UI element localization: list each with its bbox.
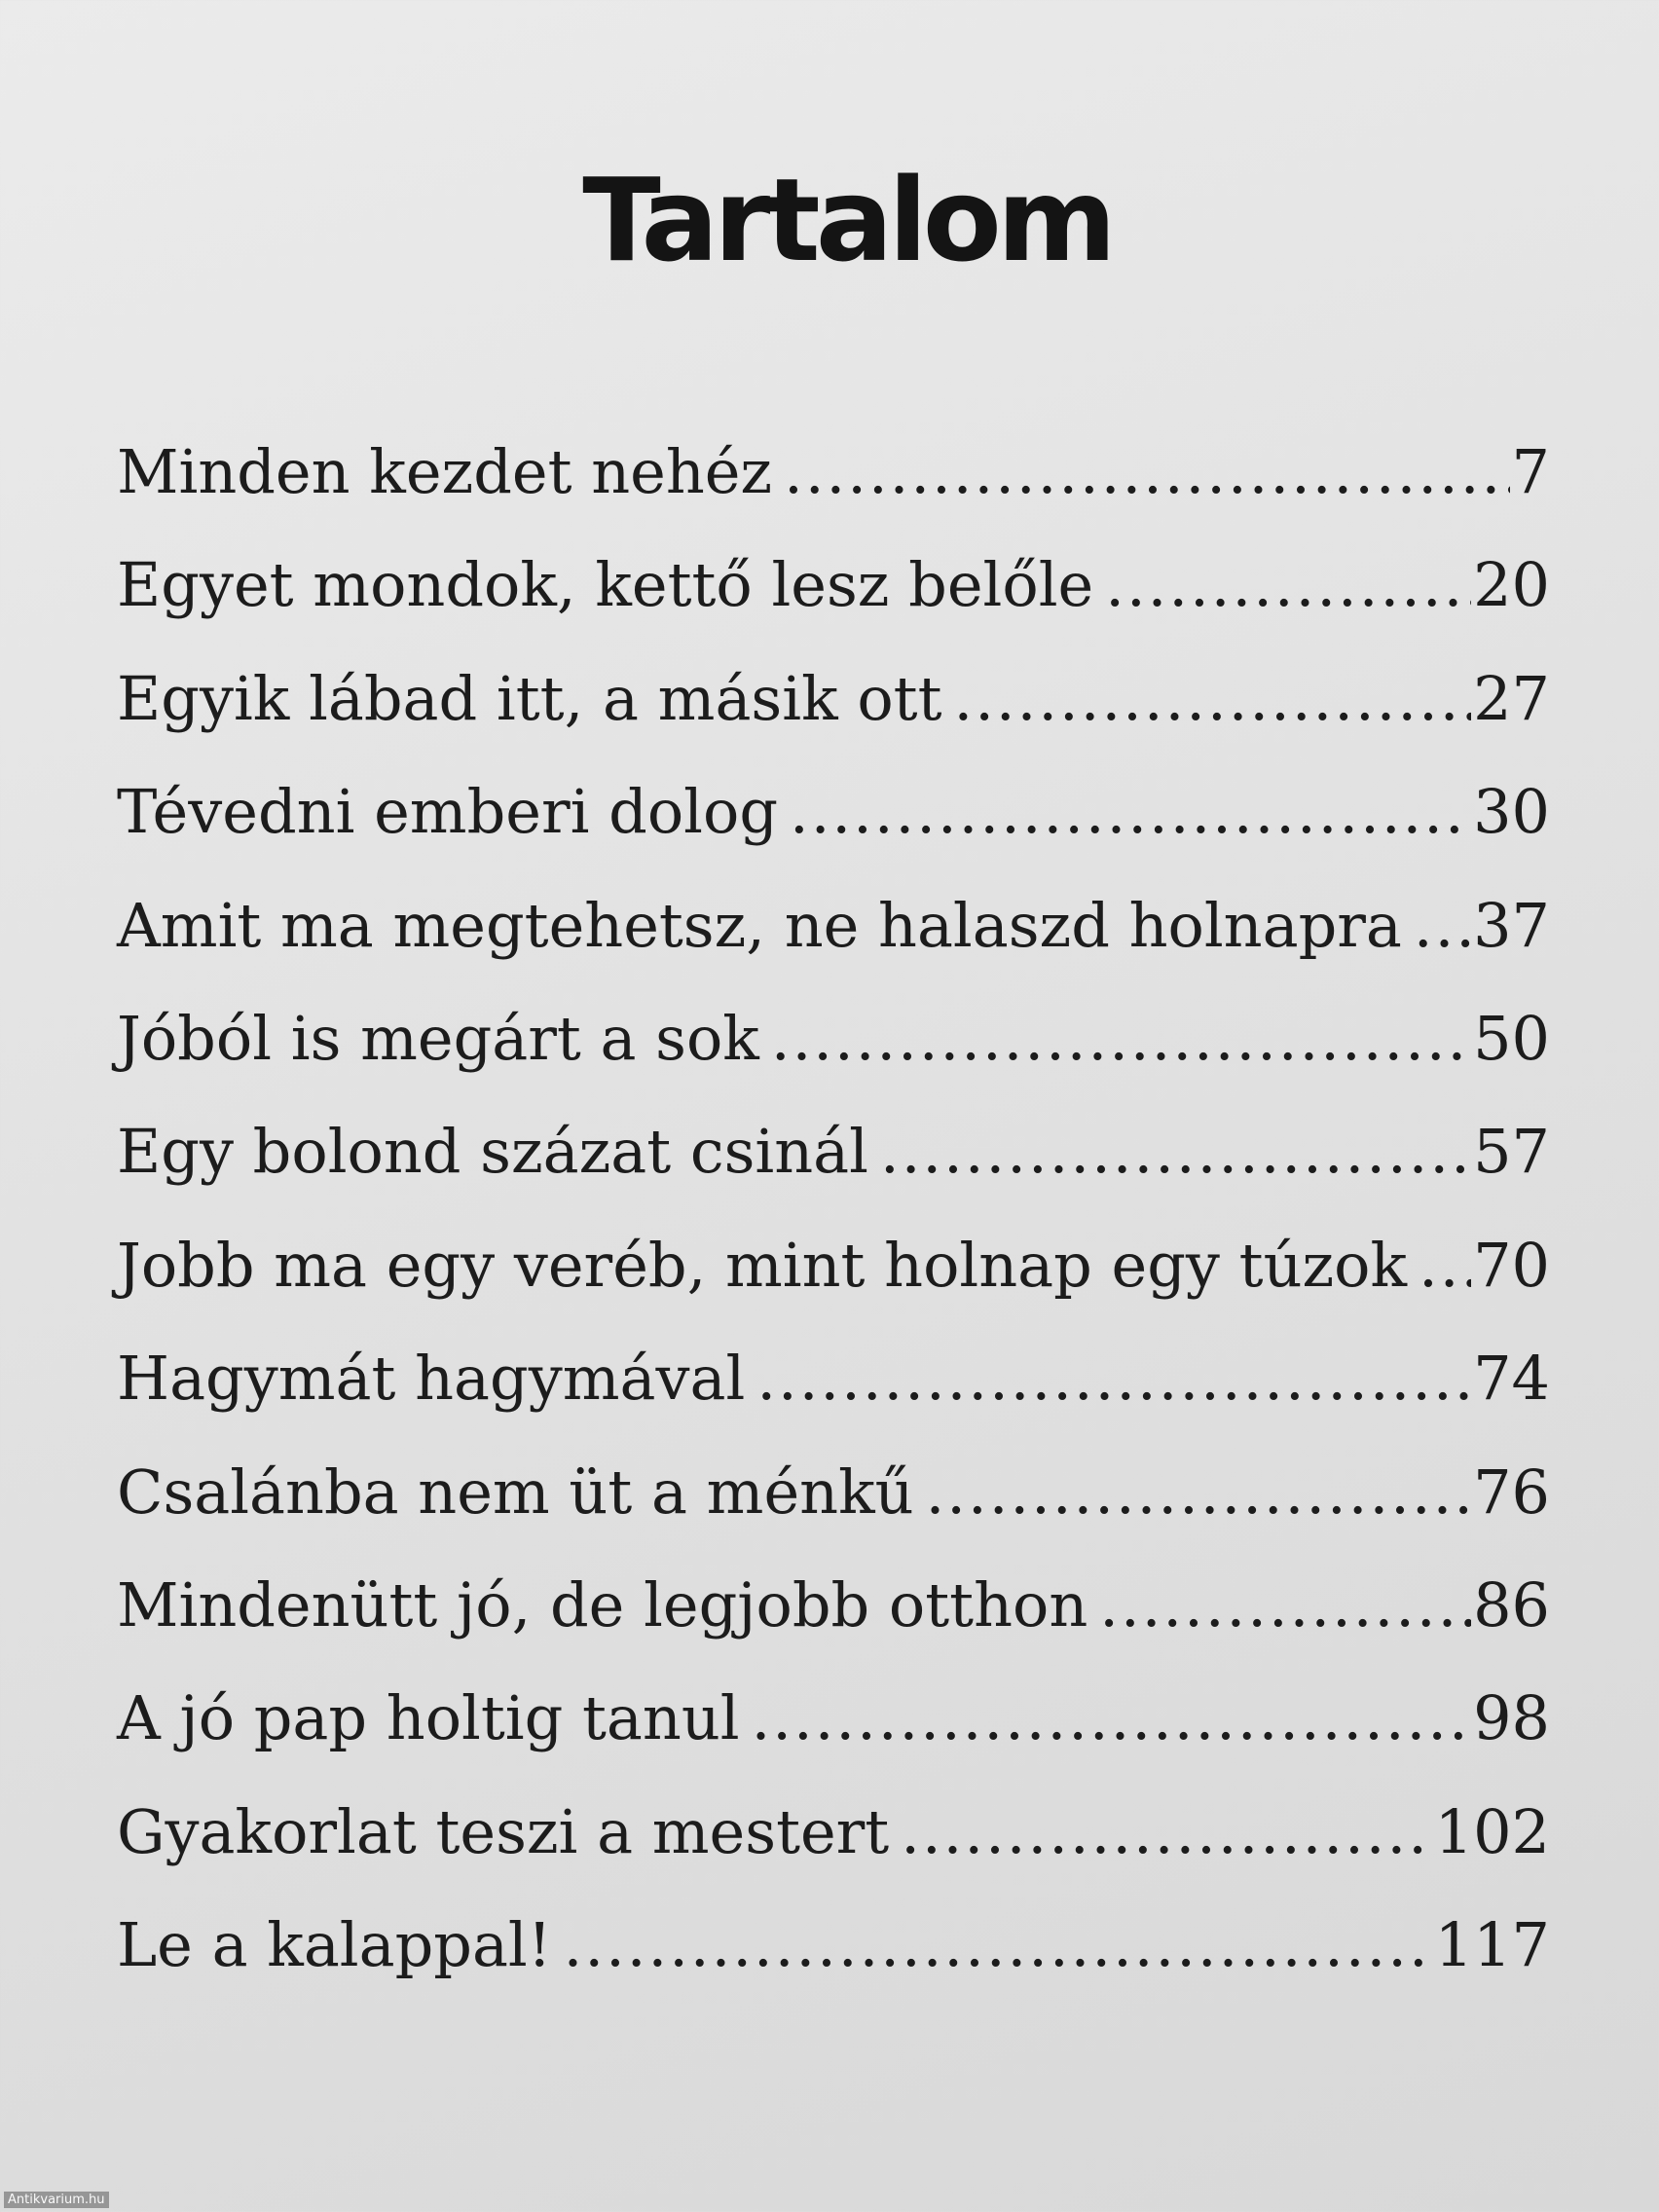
toc-dot-leader xyxy=(1419,1230,1471,1301)
toc-entry-page: 117 xyxy=(1434,1909,1550,1981)
toc-dot-leader xyxy=(1099,1569,1471,1641)
watermark-label: Antikvarium.hu xyxy=(4,2192,109,2208)
toc-entry-title: Hagymát hagymával xyxy=(117,1343,746,1415)
toc-entry-title: Amit ma megtehetsz, ne halaszd holnapra xyxy=(117,889,1402,961)
toc-entry xyxy=(117,1003,1550,1116)
toc-entry-page: 74 xyxy=(1473,1343,1550,1415)
toc-entry-title: Gyakorlat teszi a mestert xyxy=(117,1795,890,1867)
toc-entry-page: 7 xyxy=(1511,436,1550,507)
toc-entry xyxy=(117,1456,1550,1569)
toc-entry-page: 86 xyxy=(1473,1568,1550,1641)
toc-entry-title: Minden kezdet nehéz xyxy=(117,436,773,507)
toc-entry-title: Egy bolond százat csinál xyxy=(117,1116,868,1188)
toc-entry-page: 50 xyxy=(1473,1002,1550,1074)
toc-entry xyxy=(117,890,1550,1003)
page-title: Tartalom xyxy=(582,153,1112,288)
toc-entry-page: 102 xyxy=(1434,1795,1550,1867)
toc-entry xyxy=(117,1796,1550,1909)
toc-entry-page: 30 xyxy=(1473,776,1550,848)
toc-dot-leader xyxy=(790,776,1471,847)
toc-dot-leader xyxy=(1105,549,1471,620)
toc-entry-page: 20 xyxy=(1473,549,1550,621)
toc-dot-leader xyxy=(954,663,1472,734)
toc-entry xyxy=(117,1116,1550,1229)
toc-dot-leader xyxy=(752,1682,1472,1753)
toc-entry-title: Tévedni emberi dolog xyxy=(117,776,779,848)
toc-entry-title: Jóból is megárt a sok xyxy=(117,1002,759,1074)
toc-entry-title: Egyet mondok, kettő lesz belőle xyxy=(117,549,1094,621)
toc-dot-leader xyxy=(784,436,1509,507)
toc-entry-title: Jobb ma egy veréb, mint holnap egy túzok xyxy=(117,1229,1408,1301)
toc-dot-leader xyxy=(926,1456,1472,1528)
toc-entry xyxy=(117,1569,1550,1682)
toc-entry xyxy=(117,1230,1550,1343)
toc-entry xyxy=(117,1909,1550,2022)
toc-entry-title: A jó pap holtig tanul xyxy=(117,1682,740,1754)
toc-dot-leader xyxy=(564,1909,1433,1980)
toc-entry xyxy=(117,776,1550,889)
toc-dot-leader xyxy=(901,1796,1432,1867)
toc-entry xyxy=(117,1343,1550,1456)
toc-dot-leader xyxy=(1414,890,1471,961)
toc-entry-title: Mindenütt jó, de legjobb otthon xyxy=(117,1568,1088,1641)
table-of-contents xyxy=(117,436,1550,2022)
toc-entry-page: 57 xyxy=(1473,1116,1550,1188)
toc-entry xyxy=(117,436,1550,549)
toc-entry-title: Csalánba nem üt a ménkű xyxy=(117,1456,914,1528)
toc-entry-title: Egyik lábad itt, a másik ott xyxy=(117,662,942,734)
toc-entry-page: 98 xyxy=(1473,1682,1550,1754)
toc-dot-leader xyxy=(771,1003,1471,1074)
toc-entry-title: Le a kalappal! xyxy=(117,1909,552,1981)
toc-entry xyxy=(117,1682,1550,1795)
toc-entry-page: 70 xyxy=(1473,1229,1550,1301)
toc-entry-page: 37 xyxy=(1473,889,1550,961)
toc-entry-page: 27 xyxy=(1473,662,1550,734)
toc-entry xyxy=(117,549,1550,662)
toc-dot-leader xyxy=(880,1116,1471,1187)
toc-entry-page: 76 xyxy=(1473,1456,1550,1528)
toc-entry xyxy=(117,663,1550,776)
toc-dot-leader xyxy=(756,1343,1471,1414)
